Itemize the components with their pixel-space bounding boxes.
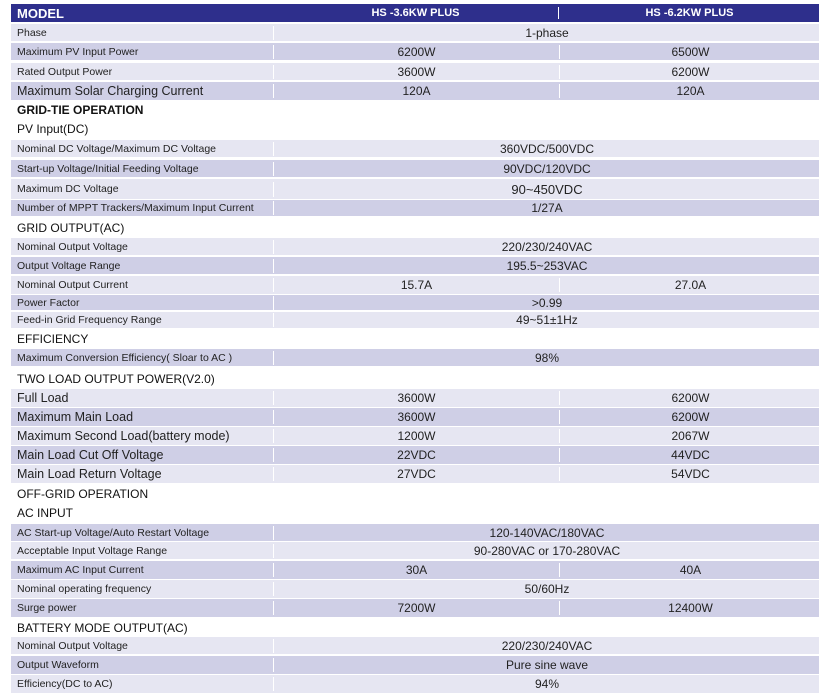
spec-row bbox=[11, 637, 819, 654]
section-heading bbox=[11, 219, 819, 236]
spec-row bbox=[11, 349, 819, 366]
section-heading bbox=[11, 120, 819, 137]
spec-row bbox=[11, 63, 819, 80]
spec-row bbox=[11, 295, 819, 310]
spec-row bbox=[11, 200, 819, 216]
spec-value-both-models: 220/230/240VAC bbox=[273, 240, 820, 254]
spec-label: Nominal Output Voltage bbox=[17, 639, 128, 652]
spec-label: AC Start-up Voltage/Auto Restart Voltage bbox=[17, 526, 210, 539]
spec-value-hs-6-2kw: 6200W bbox=[559, 391, 821, 405]
spec-value-hs-3-6kw: 3600W bbox=[273, 65, 559, 79]
section-title: PV Input(DC) bbox=[17, 121, 89, 136]
spec-value-hs-3-6kw: 15.7A bbox=[273, 278, 559, 292]
section-title: OFF-GRID OPERATION bbox=[17, 486, 149, 501]
section-title: BATTERY MODE OUTPUT(AC) bbox=[17, 620, 188, 635]
spec-label: Power Factor bbox=[17, 296, 80, 309]
spec-value-hs-6-2kw: 54VDC bbox=[559, 467, 821, 481]
spec-value-hs-3-6kw: 22VDC bbox=[273, 448, 559, 462]
spec-value-both-models: 90-280VAC or 170-280VAC bbox=[273, 544, 820, 558]
spec-value-hs-6-2kw: 6500W bbox=[559, 45, 821, 59]
spec-label: Maximum DC Voltage bbox=[17, 183, 119, 195]
spec-value-hs-3-6kw: 3600W bbox=[273, 391, 559, 405]
spec-value-both-models: 49~51±1Hz bbox=[273, 313, 820, 327]
spec-value-hs-6-2kw: 40A bbox=[559, 563, 821, 577]
spec-label: Maximum Conversion Efficiency( Sloar to AC ) bbox=[17, 351, 233, 364]
spec-value-both-models: 90~450VDC bbox=[273, 182, 820, 197]
spec-row bbox=[11, 179, 819, 199]
spec-row bbox=[11, 82, 819, 100]
section-title: GRID OUTPUT(AC) bbox=[17, 220, 125, 235]
spec-value-hs-6-2kw: 2067W bbox=[559, 429, 821, 443]
spec-value-both-models: 90VDC/120VDC bbox=[273, 162, 820, 176]
spec-value-both-models: 94% bbox=[273, 677, 820, 691]
spec-row bbox=[11, 656, 819, 674]
spec-value-both-models: 360VDC/500VDC bbox=[273, 142, 820, 156]
spec-label: Main Load Cut Off Voltage bbox=[17, 448, 164, 462]
section-title: EFFICIENCY bbox=[17, 331, 89, 346]
section-title: AC INPUT bbox=[17, 506, 74, 520]
spec-label: Number of MPPT Trackers/Maximum Input Current bbox=[17, 202, 254, 214]
spec-value-hs-3-6kw: 1200W bbox=[273, 429, 559, 443]
spec-row bbox=[11, 43, 819, 60]
model-hs-3-6kw-header: HS -3.6KW PLUS bbox=[371, 7, 460, 19]
spec-label: Maximum AC Input Current bbox=[17, 564, 144, 576]
section-heading bbox=[11, 102, 819, 118]
spec-label: Feed-in Grid Frequency Range bbox=[17, 314, 162, 326]
model-header: MODEL bbox=[17, 5, 64, 21]
section-heading bbox=[11, 504, 819, 522]
spec-label: Maximum Second Load(battery mode) bbox=[17, 429, 230, 443]
spec-value-hs-6-2kw: 120A bbox=[559, 84, 821, 98]
spec-row bbox=[11, 465, 819, 483]
spec-row bbox=[11, 675, 819, 693]
model-hs-6-2kw-header: HS -6.2KW PLUS bbox=[558, 7, 820, 19]
spec-label: Full Load bbox=[17, 391, 69, 405]
spec-row bbox=[11, 580, 819, 598]
spec-label: Maximum Main Load bbox=[17, 410, 134, 424]
spec-row bbox=[11, 561, 819, 579]
spec-value-hs-3-6kw: 3600W bbox=[273, 410, 559, 424]
spec-row bbox=[11, 446, 819, 464]
spec-value-hs-6-2kw: 12400W bbox=[559, 601, 821, 615]
spec-label: Phase bbox=[17, 26, 47, 39]
spec-row bbox=[11, 257, 819, 274]
spec-value-hs-6-2kw: 44VDC bbox=[559, 448, 821, 462]
spec-label: Acceptable Input Voltage Range bbox=[17, 544, 168, 557]
spec-value-hs-6-2kw: 6200W bbox=[559, 65, 821, 79]
spec-label: Main Load Return Voltage bbox=[17, 467, 162, 481]
spec-value-both-models: 98% bbox=[273, 351, 820, 365]
spec-row bbox=[11, 408, 819, 426]
spec-row bbox=[11, 427, 819, 445]
spec-value-both-models: >0.99 bbox=[273, 296, 820, 310]
spec-value-both-models: 220/230/240VAC bbox=[273, 639, 820, 653]
spec-label: Efficiency(DC to AC) bbox=[17, 678, 113, 690]
spec-row bbox=[11, 160, 819, 177]
spec-label: Maximum PV Input Power bbox=[17, 45, 139, 58]
spec-row bbox=[11, 24, 819, 41]
spec-row bbox=[11, 140, 819, 157]
spec-value-both-models: 1-phase bbox=[273, 26, 820, 40]
spec-label: Output Voltage Range bbox=[17, 259, 121, 272]
spec-value-hs-3-6kw: 120A bbox=[273, 84, 559, 98]
section-heading bbox=[11, 330, 819, 347]
spec-row bbox=[11, 599, 819, 617]
spec-label: Maximum Solar Charging Current bbox=[17, 84, 204, 98]
spec-value-hs-6-2kw: 6200W bbox=[559, 410, 821, 424]
section-title: TWO LOAD OUTPUT POWER(V2.0) bbox=[17, 371, 215, 386]
spec-value-both-models: 1/27A bbox=[273, 201, 820, 215]
spec-value-hs-3-6kw: 30A bbox=[273, 563, 559, 577]
spec-value-both-models: 120-140VAC/180VAC bbox=[273, 526, 820, 540]
section-heading bbox=[11, 486, 819, 501]
spec-value-hs-3-6kw: 6200W bbox=[273, 45, 559, 59]
spec-label: Nominal DC Voltage/Maximum DC Voltage bbox=[17, 142, 216, 155]
spec-label: Nominal Output Voltage bbox=[17, 240, 128, 253]
spec-value-hs-6-2kw: 27.0A bbox=[559, 278, 821, 292]
spec-label: Start-up Voltage/Initial Feeding Voltage bbox=[17, 162, 199, 175]
spec-row bbox=[11, 542, 819, 559]
section-heading bbox=[11, 619, 819, 636]
section-heading bbox=[11, 370, 819, 387]
spec-row bbox=[11, 389, 819, 407]
spec-value-hs-3-6kw: 7200W bbox=[273, 601, 559, 615]
spec-label: Nominal Output Current bbox=[17, 279, 128, 291]
section-title: GRID-TIE OPERATION bbox=[17, 103, 144, 117]
spec-label: Rated Output Power bbox=[17, 65, 113, 78]
spec-row bbox=[11, 276, 819, 294]
spec-row bbox=[11, 238, 819, 255]
spec-label: Surge power bbox=[17, 602, 77, 614]
table-header bbox=[11, 4, 819, 22]
spec-value-both-models: 195.5~253VAC bbox=[273, 259, 820, 273]
spec-label: Output Waveform bbox=[17, 659, 99, 671]
spec-row bbox=[11, 524, 819, 541]
spec-value-hs-3-6kw: 27VDC bbox=[273, 467, 559, 481]
spec-value-both-models: Pure sine wave bbox=[273, 658, 820, 672]
spec-row bbox=[11, 312, 819, 328]
spec-label: Nominal operating frequency bbox=[17, 583, 152, 595]
spec-value-both-models: 50/60Hz bbox=[273, 582, 820, 596]
